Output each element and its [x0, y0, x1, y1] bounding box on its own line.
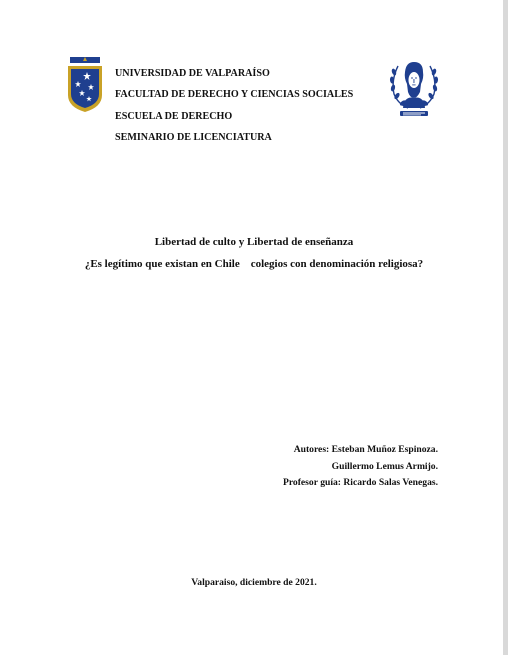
authors-line-1: Autores: Esteban Muñoz Espinoza.	[293, 444, 438, 455]
header-school: ESCUELA DE DERECHO	[115, 110, 233, 122]
header-university: UNIVERSIDAD DE VALPARAÍSO	[115, 68, 270, 79]
thesis-title	[0, 231, 508, 275]
title-main: Libertad de culto y Libertad de enseñanza	[154, 236, 354, 248]
header-faculty: FACULTAD DE DERECHO Y CIENCIAS SOCIALES	[115, 89, 354, 101]
header-seminar: SEMINARIO DE LICENCIATURA	[115, 131, 272, 143]
authors-block	[283, 442, 438, 492]
advisor-line: Profesor guía: Ricardo Salas Venegas.	[282, 477, 438, 488]
university-shield-stars-icon	[67, 57, 103, 113]
institution-header	[115, 63, 353, 148]
page-edge-shadow	[503, 0, 508, 655]
place-date: Valparaiso, diciembre de 2021.	[191, 577, 317, 588]
title-question: ¿Es legítimo que existan en Chile colegios con denominación religiosa?	[84, 258, 424, 270]
authors-line-2: Guillermo Lemus Armijo.	[331, 460, 438, 472]
faculty-portrait-laurel-icon	[388, 58, 440, 120]
